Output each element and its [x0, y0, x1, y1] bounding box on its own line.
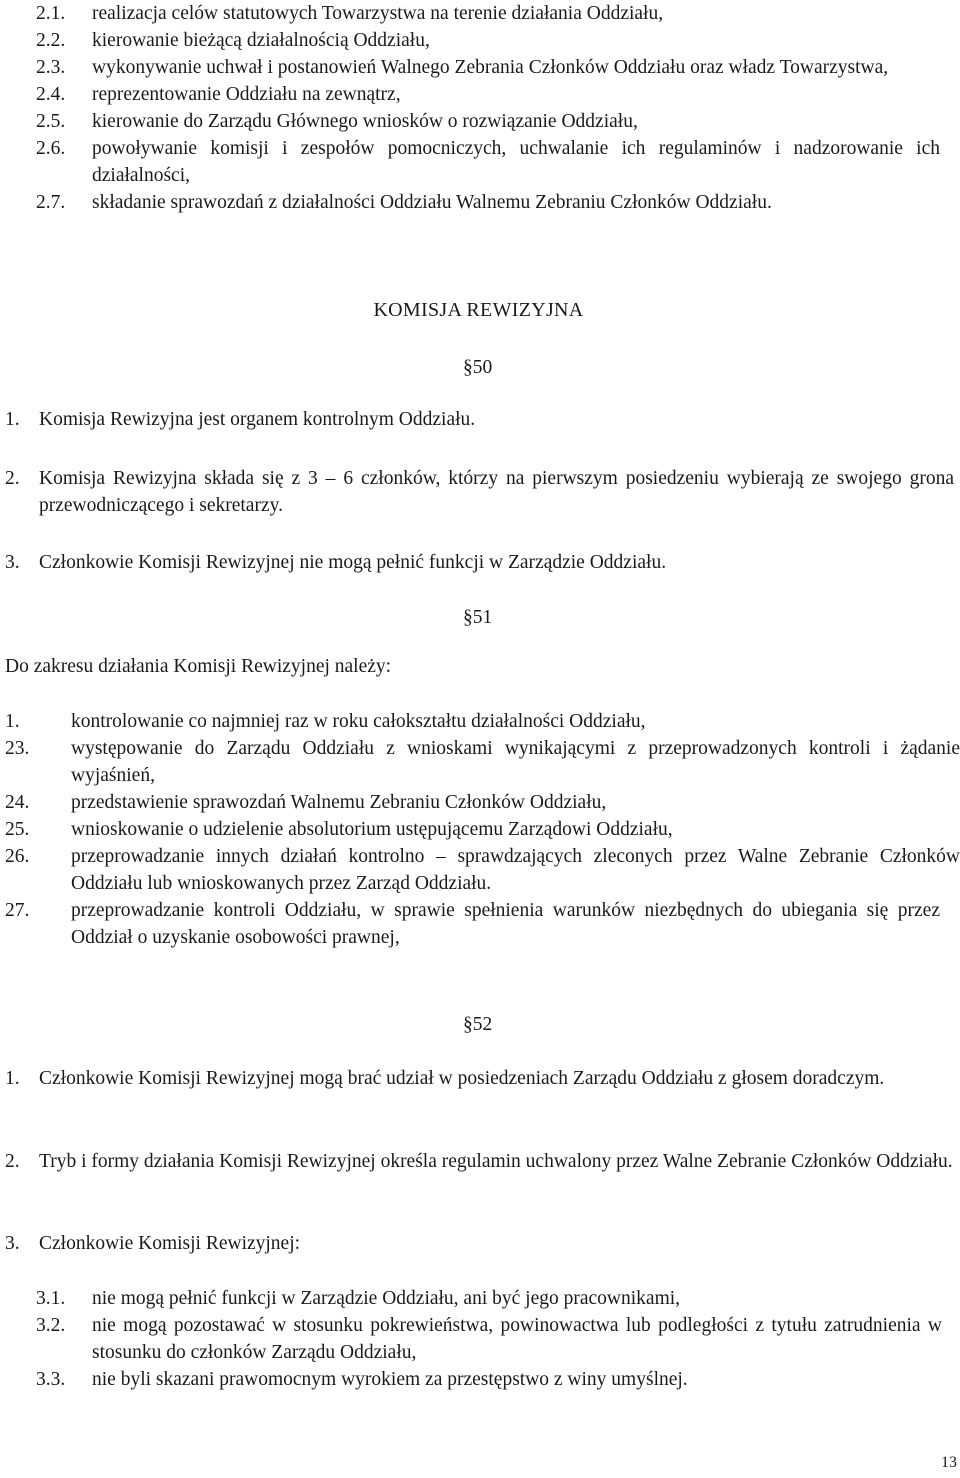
item-text: powoływanie komisji i zespołów pomocniczych, uchwalanie ich regulaminów i nadzorowanie ich działalności,: [92, 138, 940, 186]
list-item: [0, 1366, 942, 1393]
item-text: przeprowadzanie innych działań kontrolno – sprawdzających zleconych przez Walne Zebranie Członków Oddziału lub wnioskowanych przez Zarząd Oddziału.: [71, 846, 960, 894]
item-text: Komisja Rewizyjna jest organem kontrolnym Oddziału.: [39, 409, 476, 430]
paragraph-number: 52: [472, 1014, 493, 1035]
section-sign: §: [463, 1014, 473, 1035]
item-number: 2.: [5, 468, 20, 489]
item-number: 3.1.: [36, 1288, 66, 1309]
list-item: [0, 108, 960, 135]
item-number: 3.2.: [36, 1315, 66, 1336]
par51-intro: Do zakresu działania Komisji Rewizyjnej należy:: [5, 656, 392, 677]
item-number: 3.: [5, 1233, 20, 1254]
item-text: nie mogą pozostawać w stosunku pokrewieństwa, powinowactwa lub podległości z tytułu zatrudnienia w stosunku do członków Zarządu Oddziału,: [92, 1315, 942, 1363]
item-number: 2.7.: [36, 192, 66, 213]
list-item: [0, 0, 960, 27]
list-item: [5, 843, 960, 897]
item-number: 2.6.: [36, 138, 66, 159]
item-number: 2.1.: [36, 3, 66, 24]
item-text: Członkowie Komisji Rewizyjnej:: [39, 1233, 301, 1254]
paragraph-50-label: [463, 354, 492, 381]
item-text: Członkowie Komisji Rewizyjnej mogą brać udział w posiedzeniach Zarządu Oddziału z głosem doradczym.: [39, 1068, 885, 1089]
item-number: 27.: [5, 900, 30, 921]
item-number: 25.: [5, 819, 30, 840]
item-text: przeprowadzanie kontroli Oddziału, w sprawie spełnienia warunków niezbędnych do ubiegania się przez Oddział o uzyskanie osobowości prawnej,: [71, 900, 940, 948]
list-item: [0, 1312, 942, 1366]
item-number: 1.: [5, 409, 20, 430]
item-text: Członkowie Komisji Rewizyjnej nie mogą pełnić funkcji w Zarządzie Oddziału.: [39, 552, 667, 573]
list-item: [5, 735, 960, 789]
list-item: [0, 27, 960, 54]
item-number: 23.: [5, 738, 30, 759]
paragraph-number: 51: [472, 607, 493, 628]
item-number: 26.: [5, 846, 30, 867]
item-text: kierowanie do Zarządu Głównego wniosków o rozwiązanie Oddziału,: [92, 111, 638, 132]
par51-list: [5, 708, 960, 951]
item-text: Komisja Rewizyjna składa się z 3 – 6 członków, którzy na pierwszym posiedzeniu wybierają ze swojego grona przewodniczącego i sekretarzy.: [39, 468, 954, 516]
item-number: 24.: [5, 792, 30, 813]
list-item: [5, 897, 960, 951]
list-item: [0, 54, 960, 81]
par50-item-3: [5, 549, 960, 576]
item-number: 1.: [5, 711, 20, 732]
item-text: kontrolowanie co najmniej raz w roku całokształtu działalności Oddziału,: [71, 711, 646, 732]
item-number: 1.: [5, 1068, 20, 1089]
list-item: [0, 81, 960, 108]
list-item: [5, 789, 960, 816]
page-number: 13: [941, 1454, 957, 1471]
section-heading: KOMISJA REWIZYJNA: [373, 299, 584, 321]
par52-sublist: [0, 1285, 942, 1393]
item-text: wykonywanie uchwał i postanowień Walnego Zebrania Członków Oddziału oraz władz Towarzystwa,: [92, 57, 889, 78]
list-item: [0, 135, 960, 189]
list-item: [5, 816, 960, 843]
paragraph-51-label: [463, 604, 492, 631]
item-text: Tryb i formy działania Komisji Rewizyjnej określa regulamin uchwalony przez Walne Zebranie Członków Oddziału.: [39, 1151, 953, 1172]
top-list: [0, 0, 960, 216]
item-number: 2.5.: [36, 111, 66, 132]
item-text: reprezentowanie Oddziału na zewnątrz,: [92, 84, 401, 105]
paragraph-number: 50: [472, 357, 493, 378]
paragraph-52-label: [463, 1011, 492, 1038]
item-number: 2.: [5, 1151, 20, 1172]
item-text: występowanie do Zarządu Oddziału z wnioskami wynikającymi z przeprowadzonych kontroli i żądanie wyjaśnień,: [71, 738, 960, 786]
item-number: 3.3.: [36, 1369, 66, 1390]
item-number: 3.: [5, 552, 20, 573]
item-text: wnioskowanie o udzielenie absolutorium ustępującemu Zarządowi Oddziału,: [71, 819, 673, 840]
item-number: 2.3.: [36, 57, 66, 78]
par52-item-2: [5, 1148, 960, 1175]
par50-item-2: [5, 465, 954, 519]
item-text: nie byli skazani prawomocnym wyrokiem za przestępstwo z winy umyślnej.: [92, 1369, 688, 1390]
item-text: nie mogą pełnić funkcji w Zarządzie Oddziału, ani być jego pracownikami,: [92, 1288, 681, 1309]
item-text: przedstawienie sprawozdań Walnemu Zebraniu Członków Oddziału,: [71, 792, 607, 813]
section-sign: §: [463, 357, 473, 378]
section-sign: §: [463, 607, 473, 628]
par52-item-1: [5, 1065, 942, 1092]
list-item: [0, 1285, 942, 1312]
item-number: 2.4.: [36, 84, 66, 105]
list-item: [5, 708, 960, 735]
par50-item-1: [5, 406, 960, 433]
item-text: kierowanie bieżącą działalnością Oddziału,: [92, 30, 430, 51]
item-number: 2.2.: [36, 30, 66, 51]
item-text: realizacja celów statutowych Towarzystwa na terenie działania Oddziału,: [92, 3, 664, 24]
par52-item-3: [5, 1230, 960, 1257]
item-text: składanie sprawozdań z działalności Oddziału Walnemu Zebraniu Członków Oddziału.: [92, 192, 772, 213]
list-item: [0, 189, 960, 216]
